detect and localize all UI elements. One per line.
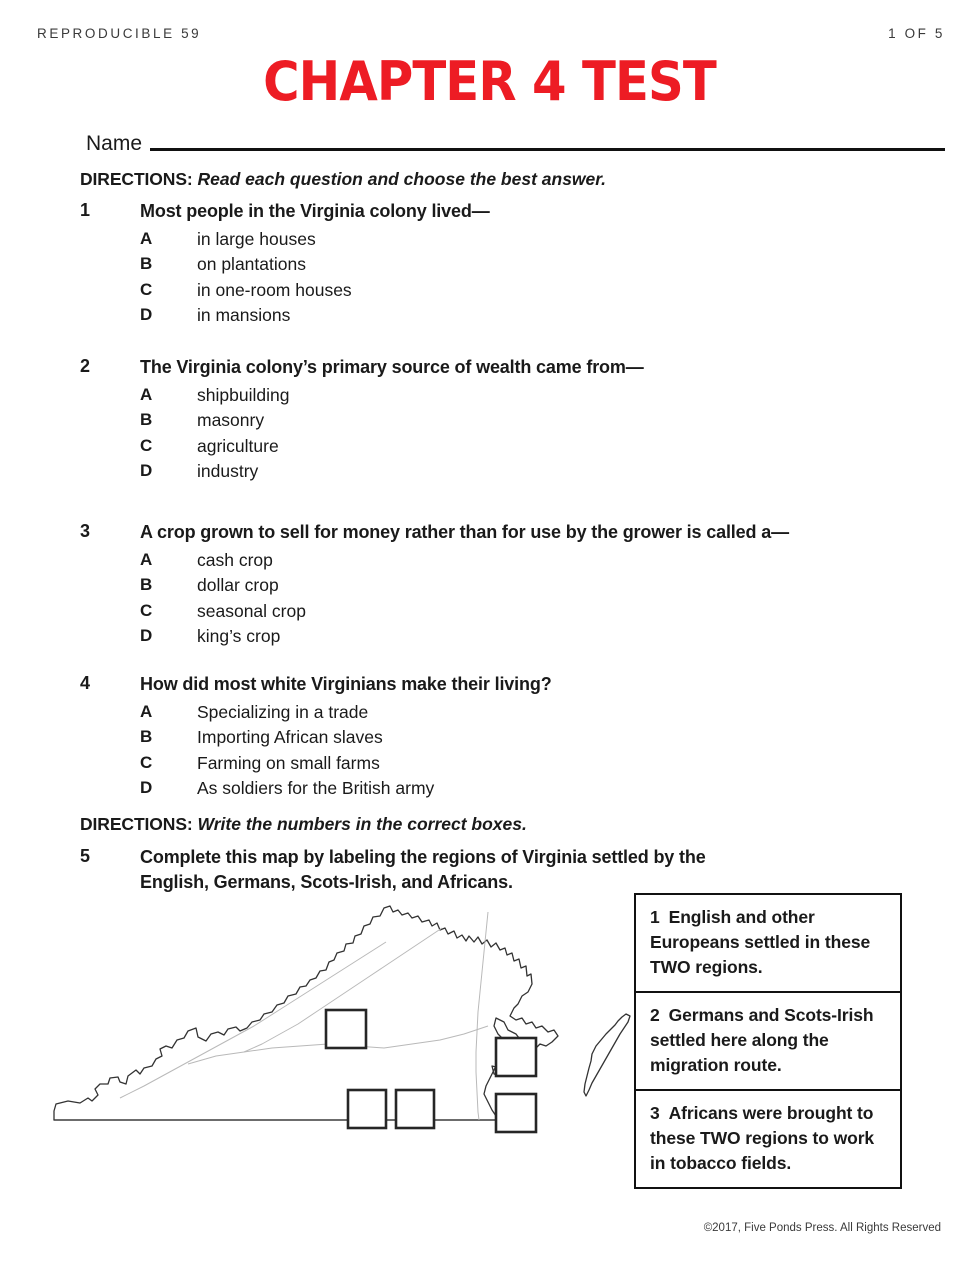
choice-1d[interactable] <box>80 303 910 328</box>
question-3-text: A crop grown to sell for money rather than for use by the grower is called a— <box>140 522 789 542</box>
virginia-map <box>48 898 633 1138</box>
choice-2b-letter: B <box>140 410 153 430</box>
question-1-text: Most people in the Virginia colony lived— <box>140 201 490 221</box>
box-piedmont-west[interactable] <box>348 1090 386 1128</box>
directions-label: DIRECTIONS: <box>80 169 193 189</box>
choice-4c-text: Farming on small farms <box>197 752 380 773</box>
choice-1d-text: in mansions <box>197 305 291 326</box>
choice-3c-letter: C <box>140 600 153 620</box>
choice-2c-text: agriculture <box>197 435 279 456</box>
name-input-line[interactable] <box>150 148 945 151</box>
directions-text: Read each question and choose the best answer. <box>197 169 606 189</box>
box-piedmont-east[interactable] <box>396 1090 434 1128</box>
legend-item-2 <box>636 993 900 1091</box>
directions-label-2: DIRECTIONS: <box>80 814 193 834</box>
choice-1a-text: in large houses <box>197 229 316 249</box>
choice-3a-letter: A <box>140 550 153 569</box>
choice-3c[interactable] <box>80 599 910 624</box>
question-2-text: The Virginia colony’s primary source of wealth came from— <box>140 357 644 377</box>
question-3-choices <box>80 548 910 650</box>
choice-4c-letter: C <box>140 752 153 772</box>
choice-1c-letter: C <box>140 279 153 299</box>
choice-4a-letter: A <box>140 702 153 721</box>
choice-4a[interactable] <box>80 700 910 725</box>
question-4-text: How did most white Virginians make their living? <box>140 674 552 694</box>
copyright-notice: ©2017, Five Ponds Press. All Rights Reserved <box>703 1222 941 1234</box>
choice-4d-letter: D <box>140 778 153 798</box>
choice-2d-text: industry <box>197 461 259 482</box>
legend-item-1 <box>636 895 900 993</box>
choice-3b-letter: B <box>140 575 153 595</box>
question-1 <box>80 199 910 329</box>
page-title: CHAPTER 4 TEST <box>263 50 716 113</box>
question-1-header <box>80 199 910 224</box>
choice-4b-letter: B <box>140 727 153 747</box>
question-3 <box>80 520 910 650</box>
choice-3a-text: cash crop <box>197 550 273 570</box>
choice-3b[interactable] <box>80 573 910 598</box>
reproducible-label: REPRODUCIBLE 59 <box>37 26 202 41</box>
choice-1b-text: on plantations <box>197 254 306 275</box>
choice-4d[interactable] <box>80 776 910 801</box>
question-3-header <box>80 520 910 545</box>
name-field-row <box>86 130 945 154</box>
question-2-header <box>80 355 910 380</box>
directions-text-2: Write the numbers in the correct boxes. <box>197 814 527 834</box>
choice-3c-text: seasonal crop <box>197 600 306 621</box>
choice-2d[interactable] <box>80 459 910 484</box>
choice-3d-text: king’s crop <box>197 626 281 647</box>
choice-3d[interactable] <box>80 624 910 649</box>
choice-2a-text: shipbuilding <box>197 385 290 405</box>
question-5-line-1: Complete this map by labeling the regions of Virginia settled by the <box>140 847 706 867</box>
question-4-number: 4 <box>80 673 91 693</box>
legend-item-2-number: 2 <box>650 1005 660 1025</box>
question-4-choices <box>80 700 910 802</box>
page-indicator: 1 OF 5 <box>888 26 945 41</box>
question-2 <box>80 355 910 485</box>
choice-4c[interactable] <box>80 751 910 776</box>
choice-2b-text: masonry <box>197 410 265 431</box>
legend-item-2-text: Germans and Scots-Irish settled here along the migration route. <box>650 1005 874 1075</box>
choice-3d-letter: D <box>140 626 153 646</box>
box-valley-and-ridge[interactable] <box>326 1010 366 1048</box>
map-answer-boxes <box>326 1010 536 1132</box>
directions-read <box>80 169 606 189</box>
choice-1c-text: in one-room houses <box>197 279 352 300</box>
choice-1d-letter: D <box>140 305 153 325</box>
choice-2b[interactable] <box>80 408 910 433</box>
question-2-choices <box>80 383 910 485</box>
question-1-choices <box>80 227 910 329</box>
choice-2d-letter: D <box>140 461 153 481</box>
choice-2a[interactable] <box>80 383 910 408</box>
question-3-number: 3 <box>80 521 91 541</box>
choice-3b-text: dollar crop <box>197 575 279 596</box>
choice-4d-text: As soldiers for the British army <box>197 778 435 799</box>
question-5-header <box>80 845 910 895</box>
question-4-header <box>80 672 910 697</box>
choice-4a-text: Specializing in a trade <box>197 702 369 722</box>
question-4 <box>80 672 910 802</box>
choice-1a[interactable] <box>80 227 910 252</box>
question-1-number: 1 <box>80 200 91 220</box>
legend-item-3 <box>636 1091 900 1187</box>
name-label: Name <box>86 132 143 155</box>
question-5 <box>80 845 910 895</box>
choice-1c[interactable] <box>80 278 910 303</box>
box-coastal-plain-north[interactable] <box>496 1038 536 1076</box>
choice-2c-letter: C <box>140 435 153 455</box>
choice-2c[interactable] <box>80 434 910 459</box>
question-5-text <box>140 845 910 895</box>
choice-3a[interactable] <box>80 548 910 573</box>
eastern-shore-outline <box>584 1014 630 1096</box>
choice-4b-text: Importing African slaves <box>197 727 383 748</box>
question-5-number: 5 <box>80 846 91 866</box>
legend-item-1-number: 1 <box>650 907 660 927</box>
legend-item-3-text: Africans were brought to these TWO regions to work in tobacco fields. <box>650 1103 875 1173</box>
legend-item-3-number: 3 <box>650 1103 660 1123</box>
choice-1a-letter: A <box>140 229 153 248</box>
legend-item-1-text: English and other Europeans settled in these TWO regions. <box>650 907 871 977</box>
box-coastal-plain-south[interactable] <box>496 1094 536 1132</box>
choice-1b[interactable] <box>80 252 910 277</box>
question-5-line-2: English, Germans, Scots-Irish, and Africans. <box>140 872 513 892</box>
question-2-number: 2 <box>80 356 91 376</box>
directions-write <box>80 814 527 834</box>
map-legend <box>634 893 902 1189</box>
choice-1b-letter: B <box>140 254 153 274</box>
virginia-state-outline <box>54 906 558 1120</box>
choice-4b[interactable] <box>80 725 910 750</box>
choice-2a-letter: A <box>140 385 153 404</box>
